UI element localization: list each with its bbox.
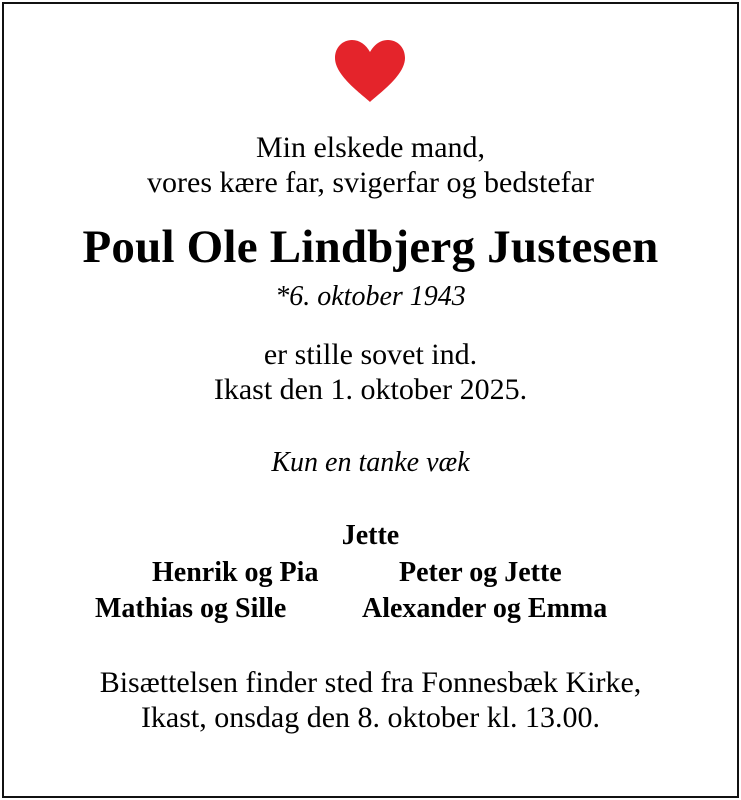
funeral-line-2: Ikast, onsdag den 8. oktober kl. 13.00. [140, 701, 601, 734]
intro-line-1: Min elskede mand, [255, 131, 486, 164]
heart-icon [333, 38, 407, 104]
funeral-line-1: Bisættelsen finder sted fra Fonnesbæk Kirke, [99, 666, 642, 699]
death-line-1: er stille sovet ind. [263, 338, 478, 371]
family-spouse: Jette [341, 520, 400, 551]
death-line-2: Ikast den 1. oktober 2025. [213, 373, 528, 406]
family-child-pair: Peter og Jette [399, 557, 562, 588]
deceased-name: Poul Ole Lindbjerg Justesen [82, 221, 659, 273]
memorial-quote: Kun en tanke væk [271, 447, 470, 478]
family-child-pair: Henrik og Pia [152, 557, 319, 588]
family-grandchild-pair: Mathias og Sille [95, 593, 287, 624]
intro-line-2: vores kære far, svigerfar og bedstefar [147, 166, 594, 199]
family-grandchild-pair: Alexander og Emma [362, 593, 608, 624]
birth-date: *6. oktober 1943 [275, 281, 466, 312]
